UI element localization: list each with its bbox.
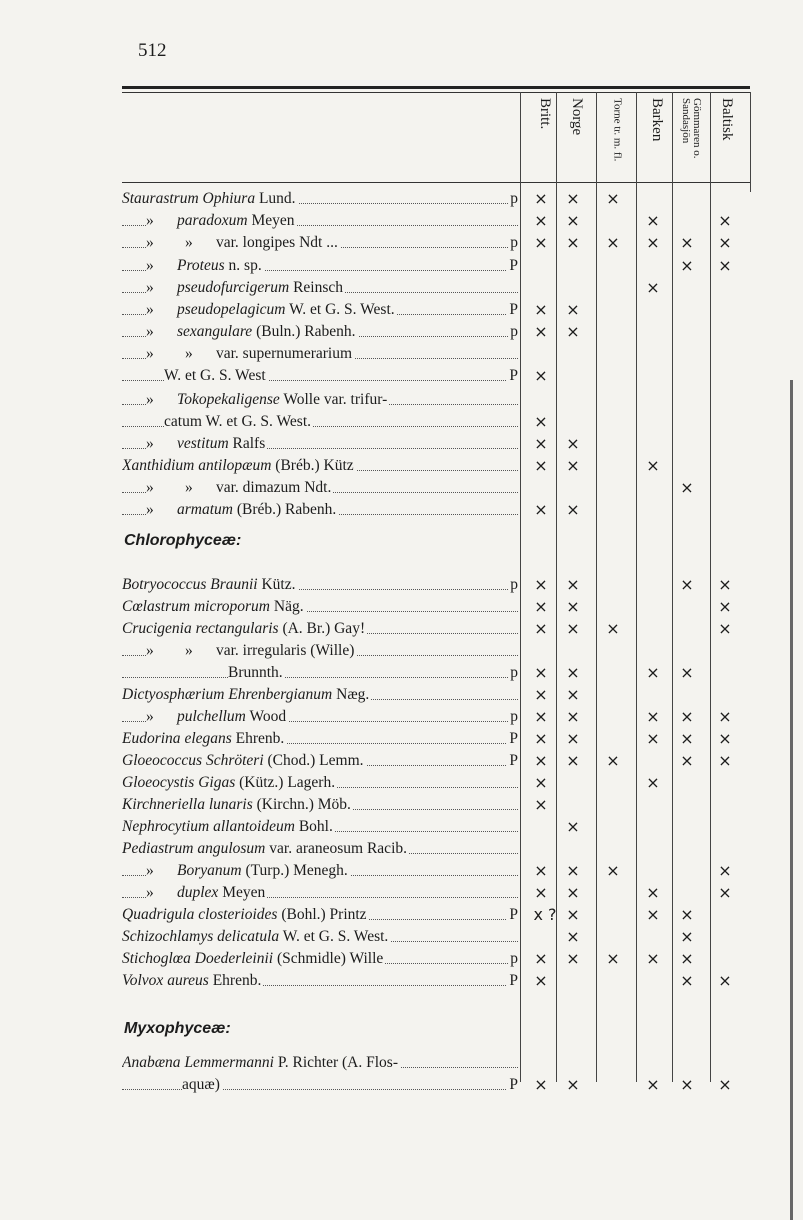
author: P. Richter (A. Flos- [277,1054,398,1071]
genus: Quadrigula [122,906,195,923]
page-number: 512 [138,40,167,61]
species-epithet: Proteus [177,257,225,274]
genus: » [146,257,154,274]
table-row [0,1074,803,1096]
occurrence-mark: × [534,189,548,208]
author: (Bohl.) Printz [281,906,367,923]
genus: Botryococcus [122,576,207,593]
genus: Pediastrum [122,840,194,857]
author: var. irregularis (Wille) [216,642,355,659]
table-row [0,618,803,640]
occurrence-mark: × [680,663,694,682]
author: Lund. [258,190,296,207]
occurrence-mark: × [566,663,580,682]
species-name [122,750,518,772]
author: var. dimazum Ndt. [216,479,332,496]
genus: » [146,435,154,452]
table-row [0,794,803,816]
environment-code: p [508,188,518,210]
genus: Crucigenia [122,620,192,637]
table-row [0,948,803,970]
species-epithet: antilopæum [198,457,272,474]
table-row [0,926,803,948]
genus: » [146,862,154,879]
species-name [122,860,518,882]
occurrence-mark: × [646,1075,660,1094]
table-row [0,860,803,882]
occurrence-mark: × [534,233,548,252]
occurrence-mark: × [534,500,548,519]
species-name [122,1052,518,1074]
author: Wolle var. trifur- [283,391,388,408]
occurrence-mark: × [566,597,580,616]
occurrence-mark: × [646,707,660,726]
species-name [122,321,518,343]
author: Meyen [222,884,266,901]
species-epithet: Braunii [210,576,258,593]
species-name [122,477,518,499]
occurrence-mark: × [566,322,580,341]
table-row [0,684,803,706]
occurrence-mark: × [534,619,548,638]
occurrence-mark: × [718,211,732,230]
species-epithet: » [185,234,193,251]
genus: » [146,323,154,340]
author: Næg. [336,686,370,703]
occurrence-mark: × [534,795,548,814]
occurrence-mark: × [606,751,620,770]
occurrence-mark: × [534,729,548,748]
author: catum W. et G. S. West. [164,413,312,430]
column-header-5: Baltisk [719,98,735,141]
species-epithet: pseudofurcigerum [177,279,290,296]
species-epithet: angulosum [197,840,266,857]
top-rule [122,86,750,89]
occurrence-mark: × [566,905,580,924]
species-epithet: Ehrenbergianum [228,686,333,703]
occurrence-mark: × [718,256,732,275]
genus: Schizochlamys [122,928,214,945]
occurrence-mark: × [646,883,660,902]
environment-code: P [507,904,518,926]
occurrence-mark: × [718,233,732,252]
species-epithet: paradoxum [177,212,248,229]
table-row [0,970,803,992]
occurrence-mark: × [534,434,548,453]
author: (Turp.) Menegh. [245,862,348,879]
species-name [122,255,518,277]
genus: » [146,391,154,408]
column-header-1: Norge [569,98,585,136]
genus: » [146,301,154,318]
author: Näg. [273,598,304,615]
table-row [0,455,803,477]
table-row [0,816,803,838]
species-name [122,188,518,210]
species-name [122,299,518,321]
genus: » [146,479,154,496]
environment-code: P [507,299,518,321]
author: var. araneosum Racib. [269,840,407,857]
table-row [0,1052,803,1074]
author: aquæ) [182,1076,220,1093]
species-name [122,926,518,948]
occurrence-mark: × [680,707,694,726]
occurrence-mark: × [718,751,732,770]
occurrence-mark: × [534,751,548,770]
species-epithet: Ophiura [202,190,256,207]
author: Kütz. [261,576,296,593]
species-name [122,574,518,596]
table-row [0,706,803,728]
table-row [0,389,803,411]
species-epithet: armatum [177,501,233,518]
table-row [0,343,803,365]
species-epithet: closterioides [198,906,278,923]
occurrence-mark: × [534,663,548,682]
occurrence-mark: × [680,1075,694,1094]
species-name [122,455,518,477]
species-epithet: aureus [167,972,209,989]
top-rule-thin [122,92,750,93]
author: n. sp. [228,257,262,274]
occurrence-mark: × [534,322,548,341]
species-epithet: lunaris [208,796,253,813]
genus: Staurastrum [122,190,199,207]
species-name [122,706,518,728]
species-epithet: Schröteri [205,752,264,769]
author: W. et G. S. West [164,367,266,384]
occurrence-mark: × [566,861,580,880]
occurrence-mark: × [646,663,660,682]
occurrence-mark: × [680,729,694,748]
occurrence-mark: × [566,456,580,475]
occurrence-mark: × [566,707,580,726]
species-name [122,794,518,816]
species-name [122,640,518,662]
occurrence-mark: × [718,707,732,726]
table-row [0,411,803,433]
environment-code: P [507,255,518,277]
occurrence-mark: × [680,905,694,924]
environment-code: P [507,728,518,750]
occurrence-mark: × [718,883,732,902]
species-name [122,389,518,411]
table-row [0,499,803,521]
occurrence-mark: × [566,751,580,770]
species-epithet: Tokopekaligense [177,391,280,408]
occurrence-mark: × [534,597,548,616]
occurrence-mark: × [646,233,660,252]
dot-leader [122,662,518,678]
occurrence-mark: × [680,575,694,594]
genus: Stichoglœa [122,950,191,967]
species-name [122,970,518,992]
occurrence-mark: × [646,729,660,748]
genus: Anabæna [122,1054,181,1071]
occurrence-mark: × [646,773,660,792]
occurrence-mark: × [534,1075,548,1094]
species-epithet: sexangulare [177,323,253,340]
species-name [122,343,518,365]
occurrence-mark: × [718,597,732,616]
occurrence-mark: × [566,949,580,968]
table-row [0,188,803,210]
table-row [0,321,803,343]
occurrence-mark: × [718,575,732,594]
occurrence-mark: × [534,883,548,902]
environment-code: p [508,232,518,254]
column-header-4: Gömmaren o. Sandasjön [680,98,703,159]
column-header-3: Barken [649,98,665,142]
occurrence-mark: × [534,685,548,704]
occurrence-mark: × [534,949,548,968]
species-epithet: Doederleinii [194,950,274,967]
author: var. supernumerarium [216,345,353,362]
occurrence-mark: × [680,971,694,990]
occurrence-mark: × [566,233,580,252]
column-header-0: Britt. [537,98,553,130]
occurrence-mark: × [566,685,580,704]
species-epithet: duplex [177,884,219,901]
occurrence-mark: × [646,456,660,475]
species-epithet: » [185,642,193,659]
occurrence-mark: × [680,478,694,497]
environment-code: p [508,948,518,970]
species-name [122,277,518,299]
occurrence-mark: × [566,1075,580,1094]
occurrence-mark: × [566,434,580,453]
table-row [0,596,803,618]
table-row [0,232,803,254]
author: (Schmidle) Wille [276,950,384,967]
table-row [0,662,803,684]
column-header-2: Torne tr. m. fl. [611,98,624,162]
environment-code: p [508,574,518,596]
genus: » [146,212,154,229]
occurrence-mark: × [718,1075,732,1094]
author: W. et G. S. West. [282,928,389,945]
section-title-chlorophyceae: Chlorophyceæ: [124,532,242,549]
environment-code: p [508,662,518,684]
species-epithet: Gigas [198,774,236,791]
species-name [122,816,518,838]
occurrence-mark: × [534,971,548,990]
author: (Buln.) Rabenh. [256,323,356,340]
table-row [0,433,803,455]
occurrence-mark: x ? [533,905,557,924]
occurrence-mark: × [646,211,660,230]
occurrence-mark: × [680,233,694,252]
species-name [122,728,518,750]
species-epithet: » [185,479,193,496]
species-name [122,232,518,254]
species-epithet: rectangularis [195,620,279,637]
occurrence-mark: × [606,949,620,968]
species-name [122,1074,518,1096]
occurrence-mark: × [534,366,548,385]
author: var. longipes Ndt ... [216,234,338,251]
species-name [122,838,518,860]
author: (Kirchn.) Möb. [256,796,351,813]
environment-code: p [508,706,518,728]
occurrence-mark: × [566,729,580,748]
occurrence-mark: × [534,412,548,431]
column-divider [750,92,751,192]
species-epithet: delicatula [217,928,280,945]
occurrence-mark: × [718,861,732,880]
species-epithet: microporum [193,598,270,615]
occurrence-mark: × [680,949,694,968]
species-name [122,662,518,684]
species-epithet: elegans [184,730,232,747]
table-row [0,365,803,387]
species-epithet: allantoideum [213,818,295,835]
occurrence-mark: × [566,817,580,836]
species-epithet: Boryanum [177,862,242,879]
table-row [0,299,803,321]
occurrence-mark: × [534,861,548,880]
table-row [0,772,803,794]
occurrence-mark: × [566,619,580,638]
author: Ralfs [232,435,266,452]
species-name [122,596,518,618]
table-row [0,255,803,277]
header-rule [122,182,750,183]
occurrence-mark: × [718,729,732,748]
genus: » [146,501,154,518]
author: Reinsch [293,279,344,296]
author: Meyen [251,212,295,229]
species-epithet: » [185,345,193,362]
occurrence-mark: × [566,211,580,230]
table-row [0,750,803,772]
author: (Bréb.) Kütz [275,457,354,474]
occurrence-mark: × [606,861,620,880]
occurrence-mark: × [566,300,580,319]
author: (Bréb.) Rabenh. [236,501,337,518]
occurrence-mark: × [534,707,548,726]
species-name [122,365,518,387]
genus: Eudorina [122,730,181,747]
species-name [122,411,518,433]
species-epithet: vestitum [177,435,229,452]
author: (Chod.) Lemm. [267,752,364,769]
table-row [0,728,803,750]
occurrence-mark: × [534,211,548,230]
species-name [122,684,518,706]
occurrence-mark: × [680,927,694,946]
occurrence-mark: × [566,500,580,519]
environment-code: p [508,321,518,343]
occurrence-mark: × [680,751,694,770]
occurrence-mark: × [646,278,660,297]
genus: Dictyosphærium [122,686,225,703]
author: Ehrenb. [212,972,262,989]
table-row [0,838,803,860]
genus: Gloeocystis [122,774,195,791]
occurrence-mark: × [646,949,660,968]
genus: » [146,884,154,901]
environment-code: P [507,970,518,992]
environment-code: P [507,365,518,387]
table-row [0,574,803,596]
occurrence-mark: × [534,456,548,475]
environment-code: P [507,1074,518,1096]
occurrence-mark: × [606,233,620,252]
genus: Kirchneriella [122,796,205,813]
species-epithet: Lemmermanni [184,1054,274,1071]
author: (Kütz.) Lagerh. [239,774,336,791]
species-name [122,210,518,232]
occurrence-mark: × [534,575,548,594]
occurrence-mark: × [718,619,732,638]
genus: » [146,708,154,725]
species-name [122,433,518,455]
occurrence-mark: × [566,189,580,208]
species-name [122,618,518,640]
author: Brunnth. [228,664,283,681]
section-title-myxophyceae: Myxophyceæ: [124,1020,231,1037]
table-row [0,640,803,662]
author: W. et G. S. West. [289,301,395,318]
genus: Volvox [122,972,164,989]
occurrence-mark: × [680,256,694,275]
author: Ehrenb. [235,730,285,747]
environment-code: P [507,750,518,772]
genus: Cœlastrum [122,598,191,615]
genus: Gloeococcus [122,752,203,769]
species-epithet: pulchellum [177,708,246,725]
species-epithet: pseudopelagicum [177,301,286,318]
species-name [122,904,518,926]
table-row [0,277,803,299]
species-name [122,882,518,904]
author: Wood [249,708,287,725]
table-row [0,210,803,232]
occurrence-mark: × [646,905,660,924]
occurrence-mark: × [534,773,548,792]
genus: » [146,642,154,659]
genus: Nephrocytium [122,818,210,835]
author: (A. Br.) Gay! [282,620,366,637]
author: Bohl. [298,818,333,835]
occurrence-mark: × [566,927,580,946]
table-row [0,477,803,499]
genus: Xanthidium [122,457,195,474]
occurrence-mark: × [718,971,732,990]
occurrence-mark: × [606,619,620,638]
table-row [0,882,803,904]
table-row [0,904,803,926]
occurrence-mark: × [606,189,620,208]
genus: » [146,234,154,251]
species-name [122,948,518,970]
genus: » [146,279,154,296]
species-name [122,499,518,521]
occurrence-mark: × [566,883,580,902]
genus: » [146,345,154,362]
occurrence-mark: × [534,300,548,319]
occurrence-mark: × [566,575,580,594]
species-name [122,772,518,794]
